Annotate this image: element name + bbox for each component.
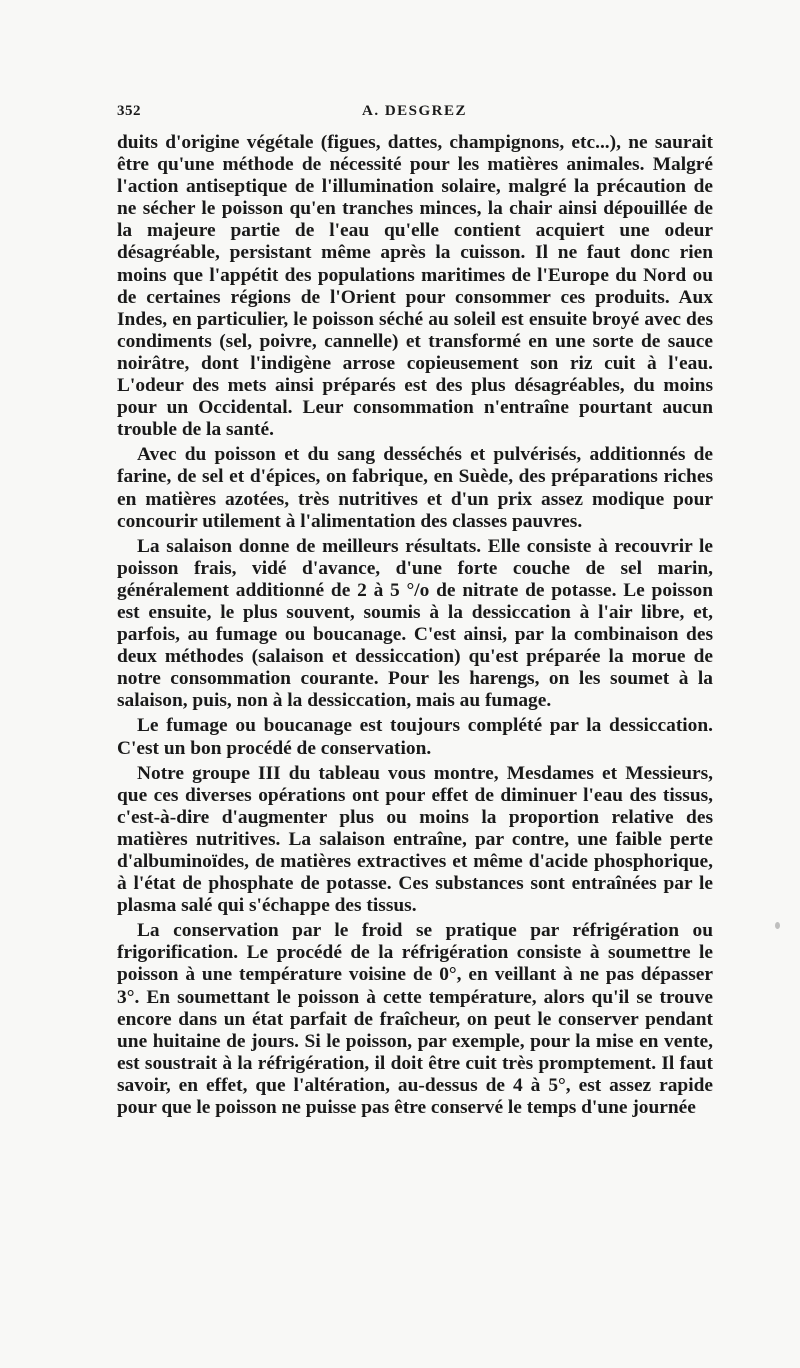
margin-speck <box>775 922 780 929</box>
paragraph: La salaison donne de meilleurs résultats. Elle consiste à recouvrir le poisson frais, vidé d'avance, d'une forte couche de sel marin, généralement additionné de 2 à 5 °/o de nitrate de potasse. Le poisson est ensuite, le plus souvent, soumis à la dessiccation à l'air libre, et, parfois, au fumage ou boucanage. C'est ainsi, par la combinaison des deux méthodes (salaison et dessiccation) qu'est préparée la morue de notre consommation courante. Pour les harengs, on les soumet à la salaison, puis, non à la dessiccation, mais au fumage. <box>117 535 713 712</box>
paragraph: Avec du poisson et du sang desséchés et pulvérisés, additionnés de farine, de sel et d'épices, on fabrique, en Suède, des préparations riches en matières azotées, très nutritives et d'un prix assez modique pour concourir utilement à l'alimentation des classes pauvres. <box>117 444 713 532</box>
paragraph: La conservation par le froid se pratique par réfrigération ou frigorification. Le procédé de la réfrigération consiste à soumettre le poisson à une température voisine de 0°, en veillant à ne pas dépasser 3°. En soumettant le poisson à cette température, alors qu'il se trouve encore dans un état parfait de fraîcheur, on peut le conserver pendant une huitaine de jours. Si le poisson, par exemple, pour la mise en vente, est soustrait à la réfrigération, il doit être cuit très promptement. Il faut savoir, en effet, que l'altération, au-dessus de 4 à 5°, est assez rapide pour que le poisson ne puisse pas être conservé le temps d'une journée <box>117 920 713 1119</box>
paragraph: Le fumage ou boucanage est toujours complété par la dessiccation. C'est un bon procédé de conservation. <box>117 715 713 759</box>
running-head: A. DESGREZ <box>361 103 468 119</box>
paragraph: duits d'origine végétale (figues, dattes, champignons, etc...), ne saurait être qu'une méthode de nécessité pour les matières animales. Malgré l'action antiseptique de l'illumination solaire, malgré la précaution de ne sécher le poisson qu'en tranches minces, la chair ainsi dépouillée de la majeure partie de l'eau qu'elle contient acquiert une odeur désagréable, persistant même après la cuisson. Il ne faut donc rien moins que l'appétit des populations maritimes de l'Europe du Nord ou de certaines régions de l'Orient pour consommer ces produits. Aux Indes, en particulier, le poisson séché au soleil est ensuite broyé avec des condiments (sel, poivre, cannelle) et transformé en une sorte de sauce noirâtre, dont l'indigène arrose copieusement son riz cuit à l'eau. L'odeur des mets ainsi préparés est des plus désagréables, du moins pour un Occidental. Leur consommation n'entraîne pourtant aucun trouble de la santé. <box>117 132 713 441</box>
body-text <box>117 132 713 1122</box>
paragraph: Notre groupe III du tableau vous montre, Mesdames et Messieurs, que ces diverses opérations ont pour effet de diminuer l'eau des tissus, c'est-à-dire d'augmenter plus ou moins la proportion relative des matières nutritives. La salaison entraîne, par contre, une faible perte d'albuminoïdes, de matières extractives et même d'acide phosphorique, à l'état de phosphate de potasse. Ces substances sont entraînées par le plasma salé qui s'échappe des tissus. <box>117 762 713 917</box>
page-header <box>117 103 712 127</box>
page-number: 352 <box>117 103 141 119</box>
